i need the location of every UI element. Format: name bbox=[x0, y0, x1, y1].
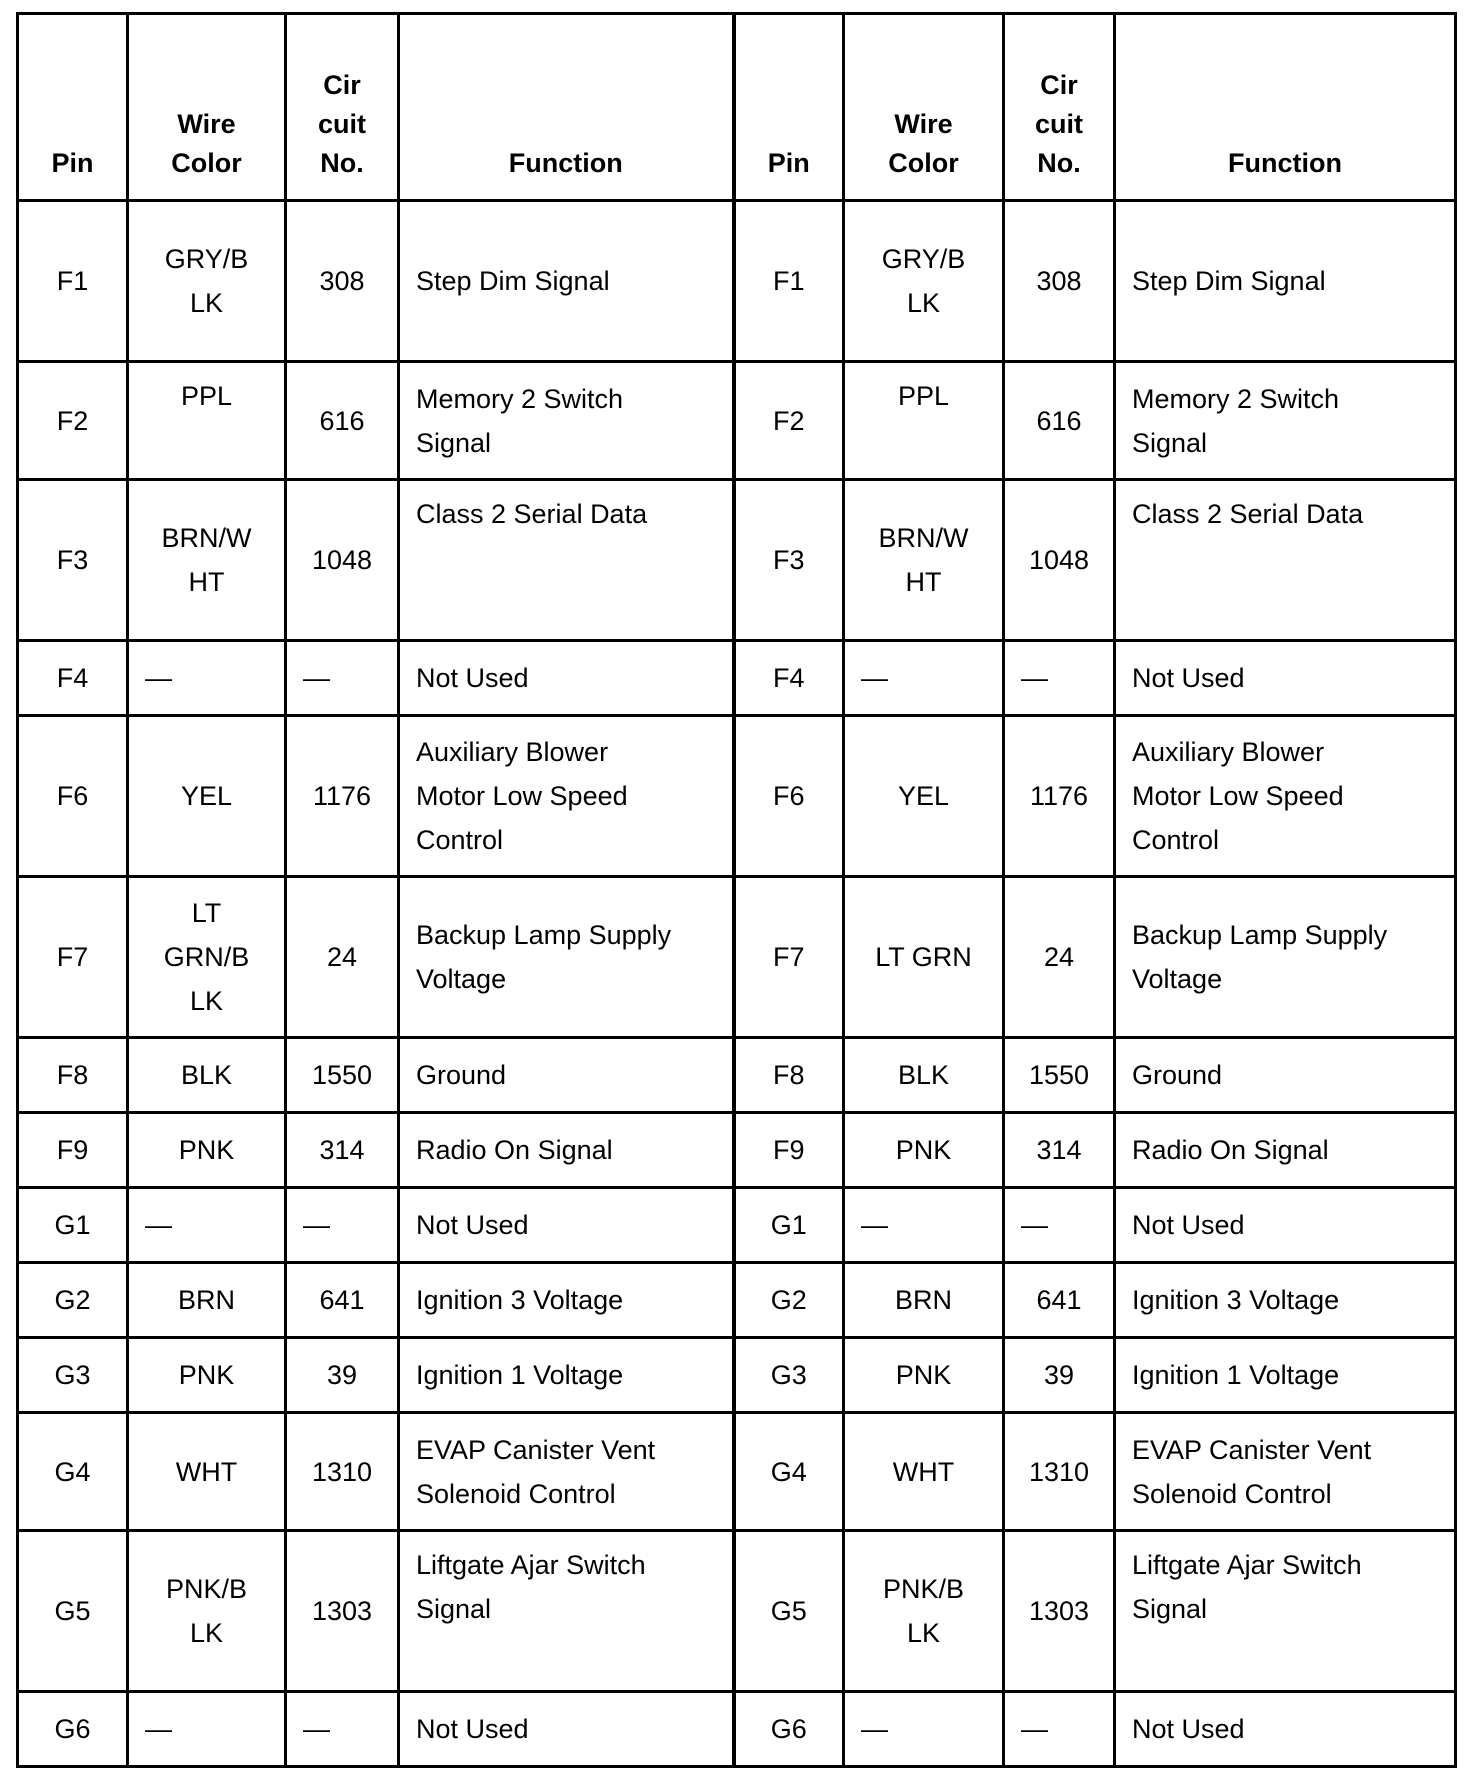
cell-function bbox=[1115, 641, 1456, 716]
cell-circuit-no bbox=[286, 716, 399, 877]
cell-text: Radio On Signal bbox=[416, 1135, 613, 1165]
cell-text: BLK bbox=[180, 1060, 233, 1090]
cell-function bbox=[1115, 1038, 1456, 1113]
header-pin: Pin bbox=[734, 14, 844, 201]
cell-text: Ground bbox=[1132, 1060, 1223, 1090]
cell-text: YEL bbox=[897, 781, 950, 811]
cell-text: Step Dim Signal bbox=[416, 266, 610, 296]
cell-wire-color bbox=[844, 1413, 1004, 1531]
cell-text: BLK bbox=[897, 1060, 950, 1090]
cell-text: — bbox=[861, 1210, 888, 1240]
cell-text: 24 bbox=[1043, 942, 1075, 972]
table-row bbox=[18, 1413, 1456, 1531]
cell-pin bbox=[18, 1413, 128, 1531]
header-circuit-no: Cir cuit No. bbox=[286, 14, 399, 201]
cell-text: Backup Lamp Supply Voltage bbox=[1132, 920, 1388, 994]
cell-circuit-no bbox=[286, 1263, 399, 1338]
cell-text: YEL bbox=[180, 781, 233, 811]
cell-text: Not Used bbox=[416, 1714, 529, 1744]
cell-text: 1310 bbox=[311, 1456, 373, 1487]
cell-text: 24 bbox=[326, 942, 358, 972]
cell-circuit-no bbox=[286, 1113, 399, 1188]
cell-text: — bbox=[861, 1714, 888, 1744]
cell-circuit-no bbox=[1004, 1263, 1115, 1338]
cell-circuit-no bbox=[1004, 362, 1115, 480]
cell-pin bbox=[18, 1692, 128, 1767]
cell-text: Ignition 3 Voltage bbox=[1132, 1285, 1340, 1315]
cell-text: F8 bbox=[56, 1060, 89, 1090]
cell-wire-color bbox=[844, 641, 1004, 716]
cell-function bbox=[1115, 877, 1456, 1038]
cell-text: — bbox=[303, 663, 330, 693]
cell-wire-color bbox=[128, 1531, 286, 1692]
cell-function bbox=[399, 716, 734, 877]
cell-text: BRN/W HT bbox=[161, 523, 252, 597]
cell-pin bbox=[734, 1338, 844, 1413]
cell-wire-color bbox=[128, 1038, 286, 1113]
cell-function bbox=[399, 1038, 734, 1113]
cell-function bbox=[399, 641, 734, 716]
cell-text: G3 bbox=[770, 1360, 807, 1390]
header-row bbox=[18, 14, 1456, 201]
cell-text: PNK/B LK bbox=[882, 1574, 965, 1648]
cell-text: Not Used bbox=[1132, 1210, 1245, 1240]
table-row bbox=[18, 1188, 1456, 1263]
cell-text: — bbox=[861, 663, 888, 693]
cell-text: 314 bbox=[1036, 1135, 1082, 1165]
cell-circuit-no bbox=[1004, 877, 1115, 1038]
cell-text: — bbox=[1021, 1714, 1048, 1744]
cell-wire-color bbox=[128, 480, 286, 641]
cell-pin bbox=[734, 1263, 844, 1338]
cell-text: F7 bbox=[56, 942, 89, 972]
cell-wire-color bbox=[128, 1188, 286, 1263]
cell-circuit-no bbox=[1004, 201, 1115, 362]
cell-text: F1 bbox=[772, 266, 805, 296]
cell-text: 1048 bbox=[311, 545, 373, 575]
cell-text: F6 bbox=[772, 781, 805, 811]
cell-text: 641 bbox=[319, 1285, 365, 1315]
header-function: Function bbox=[1115, 14, 1456, 201]
cell-text: PNK bbox=[178, 1135, 235, 1165]
cell-pin bbox=[18, 1338, 128, 1413]
cell-function bbox=[1115, 201, 1456, 362]
pinout-rows bbox=[18, 201, 1456, 1767]
cell-text: LT GRN/B LK bbox=[163, 898, 250, 1016]
cell-pin bbox=[18, 641, 128, 716]
cell-function bbox=[399, 1692, 734, 1767]
cell-text: F2 bbox=[772, 405, 805, 436]
cell-function bbox=[1115, 1188, 1456, 1263]
cell-wire-color bbox=[128, 1692, 286, 1767]
table-row bbox=[18, 1113, 1456, 1188]
cell-text: Ignition 1 Voltage bbox=[1132, 1360, 1340, 1390]
cell-text: LT GRN bbox=[875, 942, 972, 972]
cell-wire-color bbox=[844, 201, 1004, 362]
cell-text: — bbox=[145, 663, 172, 693]
cell-wire-color bbox=[844, 1338, 1004, 1413]
cell-text: 1048 bbox=[1028, 545, 1090, 575]
cell-text: — bbox=[145, 1210, 172, 1240]
header-function: Function bbox=[399, 14, 734, 201]
cell-text: EVAP Canister Vent Solenoid Control bbox=[1132, 1434, 1372, 1509]
cell-wire-color bbox=[844, 877, 1004, 1038]
cell-wire-color bbox=[128, 716, 286, 877]
cell-function bbox=[399, 480, 734, 641]
cell-function bbox=[1115, 1692, 1456, 1767]
cell-wire-color bbox=[844, 1113, 1004, 1188]
cell-text: G6 bbox=[54, 1714, 91, 1744]
header-pin: Pin bbox=[18, 14, 128, 201]
cell-text: 1303 bbox=[1028, 1596, 1090, 1626]
cell-pin bbox=[734, 716, 844, 877]
table-row bbox=[18, 1338, 1456, 1413]
cell-function bbox=[1115, 1338, 1456, 1413]
cell-text: F1 bbox=[56, 266, 89, 296]
cell-text: G1 bbox=[770, 1210, 807, 1240]
cell-text: Class 2 Serial Data bbox=[1132, 499, 1364, 529]
cell-text: 314 bbox=[319, 1135, 365, 1165]
cell-text: — bbox=[303, 1714, 330, 1744]
cell-text: 616 bbox=[319, 405, 365, 436]
cell-function bbox=[1115, 480, 1456, 641]
cell-text: PPL bbox=[897, 381, 950, 411]
cell-text: — bbox=[303, 1210, 330, 1240]
cell-text: BRN bbox=[894, 1285, 952, 1315]
cell-function bbox=[1115, 716, 1456, 877]
cell-wire-color bbox=[844, 716, 1004, 877]
cell-text: Auxiliary Blower Motor Low Speed Control bbox=[1132, 737, 1344, 855]
cell-wire-color bbox=[844, 362, 1004, 480]
cell-wire-color bbox=[844, 1188, 1004, 1263]
table-row bbox=[18, 716, 1456, 877]
cell-function bbox=[1115, 1531, 1456, 1692]
cell-text: BRN bbox=[177, 1285, 235, 1315]
cell-text: Not Used bbox=[416, 663, 529, 693]
cell-text: Step Dim Signal bbox=[1132, 266, 1326, 296]
cell-pin bbox=[734, 1113, 844, 1188]
cell-wire-color bbox=[128, 1338, 286, 1413]
cell-text: — bbox=[145, 1714, 172, 1744]
cell-text: G6 bbox=[770, 1714, 807, 1744]
cell-function bbox=[1115, 1263, 1456, 1338]
cell-text: G2 bbox=[770, 1285, 807, 1315]
cell-function bbox=[399, 201, 734, 362]
cell-function bbox=[1115, 1413, 1456, 1531]
cell-text: 1550 bbox=[1028, 1060, 1090, 1090]
cell-wire-color bbox=[844, 480, 1004, 641]
cell-text: G5 bbox=[54, 1596, 91, 1626]
cell-pin bbox=[18, 1038, 128, 1113]
table-row bbox=[18, 1531, 1456, 1692]
cell-text: Memory 2 Switch Signal bbox=[1132, 383, 1340, 458]
cell-text: G1 bbox=[54, 1210, 91, 1240]
table-row bbox=[18, 480, 1456, 641]
cell-pin bbox=[734, 1413, 844, 1531]
cell-circuit-no bbox=[1004, 1692, 1115, 1767]
cell-circuit-no bbox=[1004, 1531, 1115, 1692]
cell-text: — bbox=[1021, 663, 1048, 693]
cell-circuit-no bbox=[1004, 641, 1115, 716]
table-row bbox=[18, 201, 1456, 362]
cell-text: F6 bbox=[56, 781, 89, 811]
cell-text: G5 bbox=[770, 1596, 807, 1626]
cell-pin bbox=[18, 1188, 128, 1263]
cell-circuit-no bbox=[1004, 1038, 1115, 1113]
cell-pin bbox=[18, 201, 128, 362]
cell-circuit-no bbox=[1004, 1113, 1115, 1188]
cell-text: WHT bbox=[175, 1456, 238, 1487]
cell-pin bbox=[734, 1188, 844, 1263]
cell-text: PNK bbox=[178, 1360, 235, 1390]
cell-text: Not Used bbox=[1132, 1714, 1245, 1744]
cell-wire-color bbox=[844, 1263, 1004, 1338]
cell-text: F2 bbox=[56, 405, 89, 436]
cell-wire-color bbox=[128, 1413, 286, 1531]
cell-function bbox=[399, 362, 734, 480]
cell-circuit-no bbox=[286, 480, 399, 641]
cell-pin bbox=[18, 480, 128, 641]
cell-circuit-no bbox=[286, 1338, 399, 1413]
table-row bbox=[18, 641, 1456, 716]
cell-wire-color bbox=[128, 362, 286, 480]
cell-circuit-no bbox=[286, 1188, 399, 1263]
cell-text: Not Used bbox=[416, 1210, 529, 1240]
cell-text: F4 bbox=[56, 663, 89, 693]
cell-wire-color bbox=[128, 1113, 286, 1188]
cell-text: GRY/B LK bbox=[881, 244, 966, 318]
cell-pin bbox=[18, 877, 128, 1038]
cell-circuit-no bbox=[286, 1692, 399, 1767]
cell-text: Auxiliary Blower Motor Low Speed Control bbox=[416, 737, 628, 855]
cell-pin bbox=[18, 1113, 128, 1188]
cell-text: 39 bbox=[1043, 1360, 1075, 1390]
cell-pin bbox=[734, 877, 844, 1038]
cell-pin bbox=[734, 1038, 844, 1113]
table-row bbox=[18, 1692, 1456, 1767]
cell-text: 641 bbox=[1036, 1285, 1082, 1315]
cell-text: Radio On Signal bbox=[1132, 1135, 1329, 1165]
cell-circuit-no bbox=[286, 201, 399, 362]
cell-circuit-no bbox=[286, 641, 399, 716]
cell-text: BRN/W HT bbox=[878, 523, 969, 597]
cell-text: 1303 bbox=[311, 1596, 373, 1626]
header-circuit-no: Cir cuit No. bbox=[1004, 14, 1115, 201]
cell-function bbox=[399, 1531, 734, 1692]
cell-pin bbox=[734, 1692, 844, 1767]
connector-pinout-table bbox=[16, 12, 1457, 1768]
cell-function bbox=[399, 1188, 734, 1263]
cell-text: F9 bbox=[56, 1135, 89, 1165]
cell-text: G3 bbox=[54, 1360, 91, 1390]
cell-text: GRY/B LK bbox=[164, 244, 249, 318]
cell-function bbox=[399, 877, 734, 1038]
cell-wire-color bbox=[128, 877, 286, 1038]
cell-function bbox=[1115, 1113, 1456, 1188]
cell-function bbox=[399, 1338, 734, 1413]
cell-function bbox=[399, 1263, 734, 1338]
cell-wire-color bbox=[128, 1263, 286, 1338]
table-row bbox=[18, 1038, 1456, 1113]
cell-circuit-no bbox=[286, 1531, 399, 1692]
cell-text: 1176 bbox=[312, 781, 372, 811]
cell-circuit-no bbox=[286, 362, 399, 480]
cell-text: G2 bbox=[54, 1285, 91, 1315]
header-wire-color: Wire Color bbox=[128, 14, 286, 201]
cell-circuit-no bbox=[286, 1413, 399, 1531]
cell-text: PNK/B LK bbox=[165, 1574, 248, 1648]
cell-function bbox=[1115, 362, 1456, 480]
cell-text: G4 bbox=[54, 1456, 91, 1487]
cell-text: Liftgate Ajar Switch Signal bbox=[416, 1550, 646, 1624]
cell-circuit-no bbox=[1004, 1338, 1115, 1413]
cell-pin bbox=[18, 1263, 128, 1338]
cell-wire-color bbox=[844, 1692, 1004, 1767]
cell-text: PPL bbox=[180, 381, 233, 411]
cell-text: 1176 bbox=[1029, 781, 1089, 811]
cell-text: F3 bbox=[772, 545, 805, 575]
cell-text: PNK bbox=[895, 1360, 952, 1390]
cell-text: 616 bbox=[1036, 405, 1082, 436]
cell-text: Ignition 3 Voltage bbox=[416, 1285, 624, 1315]
cell-text: Ignition 1 Voltage bbox=[416, 1360, 624, 1390]
cell-pin bbox=[18, 716, 128, 877]
cell-wire-color bbox=[128, 641, 286, 716]
cell-circuit-no bbox=[1004, 1413, 1115, 1531]
cell-function bbox=[399, 1413, 734, 1531]
cell-pin bbox=[18, 362, 128, 480]
cell-text: WHT bbox=[892, 1456, 955, 1487]
cell-text: 39 bbox=[326, 1360, 358, 1390]
cell-text: Class 2 Serial Data bbox=[416, 499, 648, 529]
cell-wire-color bbox=[844, 1531, 1004, 1692]
cell-text: Backup Lamp Supply Voltage bbox=[416, 920, 672, 994]
cell-text: Ground bbox=[416, 1060, 507, 1090]
cell-wire-color bbox=[844, 1038, 1004, 1113]
table-row bbox=[18, 1263, 1456, 1338]
cell-pin bbox=[734, 1531, 844, 1692]
cell-pin bbox=[734, 641, 844, 716]
cell-pin bbox=[734, 480, 844, 641]
cell-text: 308 bbox=[1036, 266, 1082, 296]
cell-text: 308 bbox=[319, 266, 365, 296]
cell-text: Memory 2 Switch Signal bbox=[416, 383, 624, 458]
cell-function bbox=[399, 1113, 734, 1188]
cell-text: F9 bbox=[772, 1135, 805, 1165]
cell-text: F7 bbox=[772, 942, 805, 972]
cell-circuit-no bbox=[1004, 1188, 1115, 1263]
cell-text: 1310 bbox=[1028, 1456, 1090, 1487]
cell-circuit-no bbox=[1004, 480, 1115, 641]
cell-text: G4 bbox=[770, 1456, 807, 1487]
cell-text: F3 bbox=[56, 545, 89, 575]
cell-text: F8 bbox=[772, 1060, 805, 1090]
cell-text: EVAP Canister Vent Solenoid Control bbox=[416, 1434, 656, 1509]
cell-circuit-no bbox=[1004, 716, 1115, 877]
cell-text: 1550 bbox=[311, 1060, 373, 1090]
table-row bbox=[18, 877, 1456, 1038]
cell-text: Liftgate Ajar Switch Signal bbox=[1132, 1550, 1362, 1624]
cell-text: Not Used bbox=[1132, 663, 1245, 693]
cell-text: PNK bbox=[895, 1135, 952, 1165]
cell-wire-color bbox=[128, 201, 286, 362]
table-row bbox=[18, 362, 1456, 480]
cell-pin bbox=[734, 201, 844, 362]
cell-circuit-no bbox=[286, 877, 399, 1038]
header-wire-color: Wire Color bbox=[844, 14, 1004, 201]
cell-text: — bbox=[1021, 1210, 1048, 1240]
cell-circuit-no bbox=[286, 1038, 399, 1113]
cell-text: F4 bbox=[772, 663, 805, 693]
cell-pin bbox=[734, 362, 844, 480]
cell-pin bbox=[18, 1531, 128, 1692]
